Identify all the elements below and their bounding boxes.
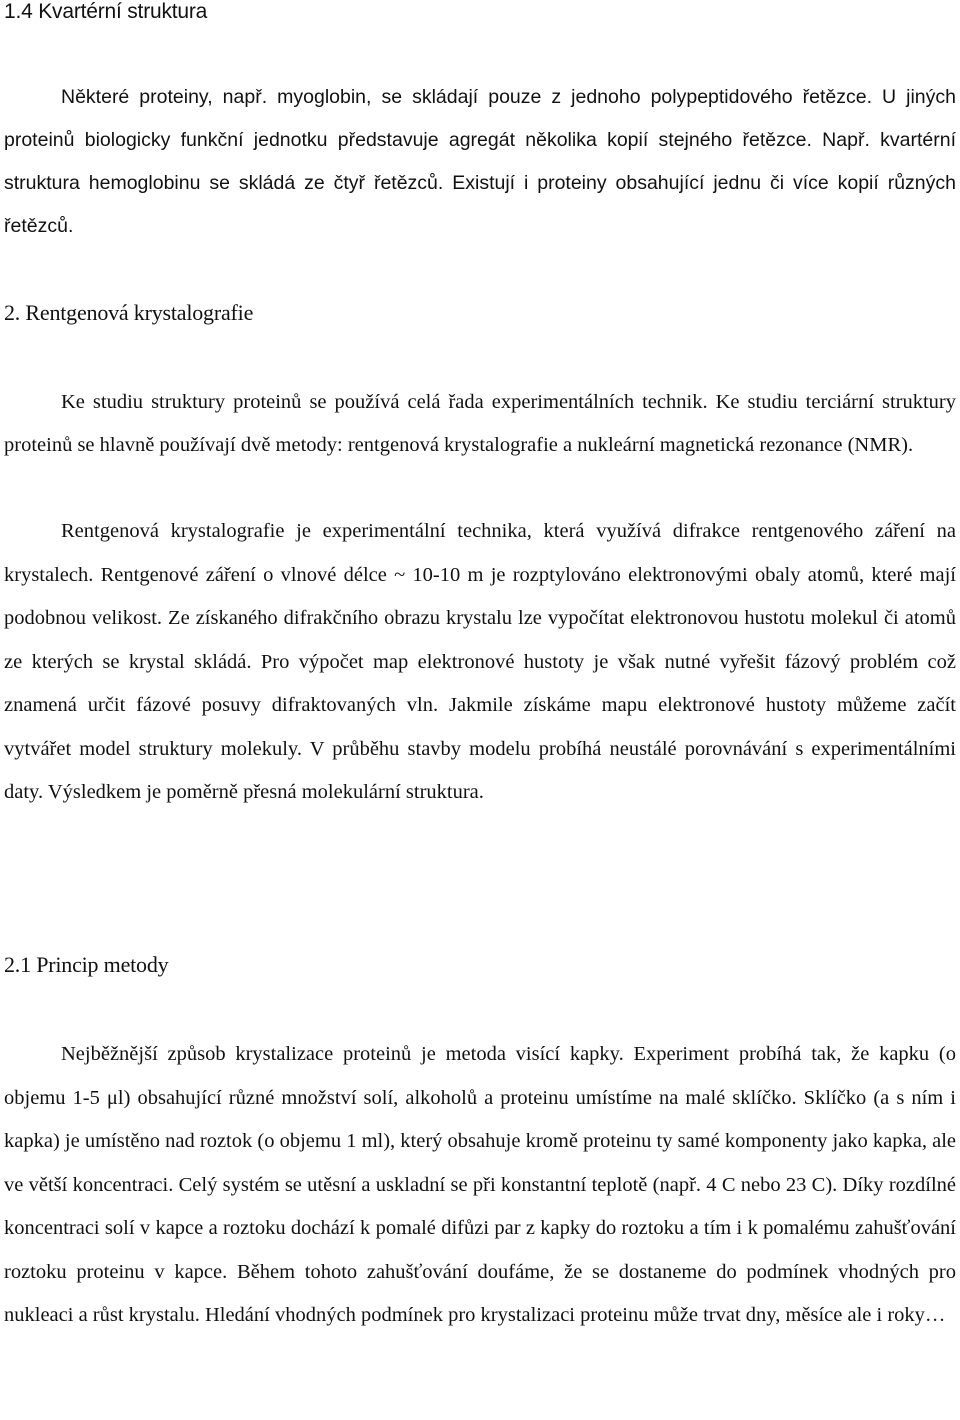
paragraph-quaternary-structure: Některé proteiny, např. myoglobin, se skládají pouze z jednoho polypeptidového řetězce. U jiných proteinů biologicky funkční jednotku představuje agregát několika kopií stejného řetězce. Např. kvartérní struktura hemoglobinu se skládá ze čtyř řetězců. Existují i proteiny obsahující jednu či více kopií různých řetězců. — [4, 86, 956, 237]
paragraph-hanging-drop-method: Nejběžnější způsob krystalizace proteinů je metoda visící kapky. Experiment probíhá tak, že kapku (o objemu 1-5 μl) obsahující různé množství solí, alkoholů a proteinu umístíme na malé sklíčko. Sklíčko (a s ním i kapka) je umístěno nad roztok (o objemu 1 ml), který obsahuje kromě proteinu ty samé komponenty jako kapka, ale ve větší koncentraci. Celý systém se utěsní a uskladní se při konstantní teplotě (např. 4 C nebo 23 C). Díky rozdílné koncentraci solí v kapce a roztoku dochází k pomalé difůzi par z kapky do roztoku a tím i k pomalému zahušťování roztoku proteinu v kapce. Během tohoto zahušťování doufáme, že se dostaneme do podmínek vhodných pro nukleaci a růst krystalu. Hledání vhodných podmínek pro krystalizaci proteinu může trvat dny, měsíce ale i roky… — [4, 1043, 956, 1326]
section-heading-xray-crystallography: 2. Rentgenová krystalografie — [4, 300, 254, 325]
paragraph-crystallography-description: Rentgenová krystalografie je experimentální technika, která využívá difrakce rentgenového záření na krystalech. Rentgenové záření o vlnové délce ~ 10-10 m je rozptylováno elektronovými obaly atomů, které mají podobnou velikost. Ze získaného difrakčního obrazu krystalu lze vypočítat elektronovou hustotu molekul či atomů ze kterých se krystal skládá. Pro výpočet map elektronové hustoty je však nutné vyřešit fázový problém což znamená určit fázové posuvy difraktovaných vln. Jakmile získáme mapu elektronové hustoty můžeme začít vytvářet model struktury molekuly. V průběhu stavby modelu probíhá neustálé porovnávání s experimentálními daty. Výsledkem je poměrně přesná molekulární struktura. — [4, 520, 956, 803]
paragraph-techniques-overview: Ke studiu struktury proteinů se používá celá řada experimentálních technik. Ke studiu terciární struktury proteinů se hlavně používají dvě metody: rentgenová krystalografie a nukleární magnetická rezonance (NMR). — [4, 391, 956, 456]
section-heading-quaternary-structure: 1.4 Kvartérní struktura — [4, 0, 208, 23]
section-heading-method-principle: 2.1 Princip metody — [4, 952, 169, 977]
